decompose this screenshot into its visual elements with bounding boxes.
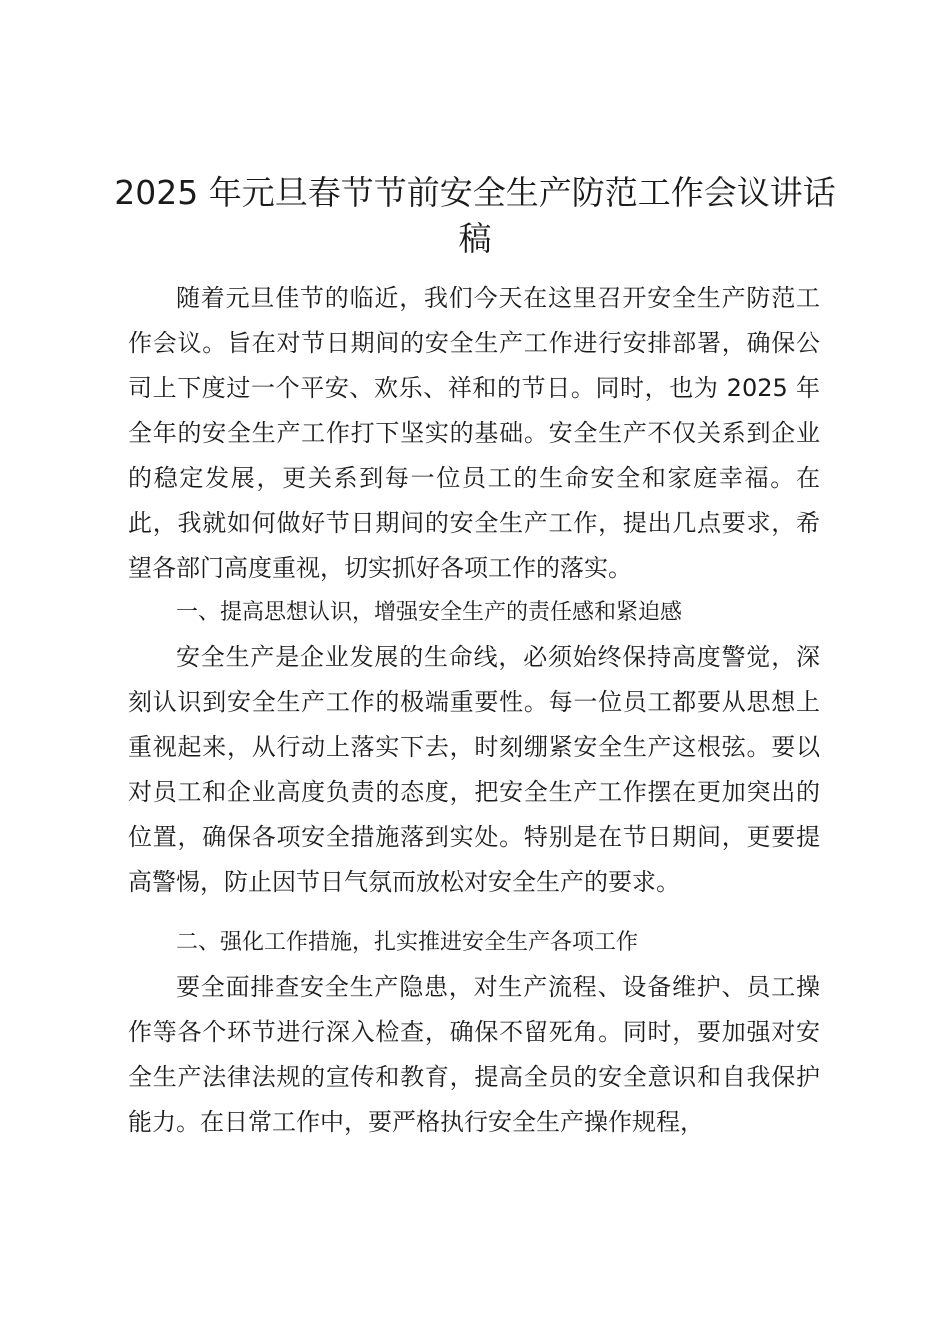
document-body xyxy=(128,276,820,1145)
section-heading-one: 一、提高思想认识，增强安全生产的责任感和紧迫感 xyxy=(176,600,683,625)
document-title: 2025 年元旦春节节前安全生产防范工作会议讲话稿 xyxy=(114,173,836,258)
intro-paragraph: 随着元旦佳节的临近，我们今天在这里召开安全生产防范工作会议。旨在对节日期间的安全生产工作进行安排部署，确保公司上下度过一个平安、欢乐、祥和的节日。同时，也为 2025 年全年的安全生产工作打下坚实的基础。安全生产不仅关系到企业的稳定发展，更关系到每一位员工的生命安全和家庭幸福。在此，我就如何做好节日期间的安全生产工作，提出几点要求，希望各部门高度重视，切实抓好各项工作的落实。 xyxy=(128,284,820,582)
section-heading-two: 二、强化工作措施，扎实推进安全生产各项工作 xyxy=(176,930,639,955)
section-two-paragraph: 要全面排查安全生产隐患，对生产流程、设备维护、员工操作等各个环节进行深入检查，确保不留死角。同时，要加强对安全生产法律法规的宣传和教育，提高全员的安全意识和自我保护能力。在日常工作中，要严格执行安全生产操作规程， xyxy=(128,973,820,1136)
section-one-paragraph: 安全生产是企业发展的生命线，必须始终保持高度警觉，深刻认识到安全生产工作的极端重要性。每一位员工都要从思想上重视起来，从行动上落实下去，时刻绷紧安全生产这根弦。要以对员工和企业高度负责的态度，把安全生产工作摆在更加突出的位置，确保各项安全措施落到实处。特别是在节日期间，更要提高警惕，防止因节日气氛而放松对安全生产的要求。 xyxy=(128,643,820,896)
